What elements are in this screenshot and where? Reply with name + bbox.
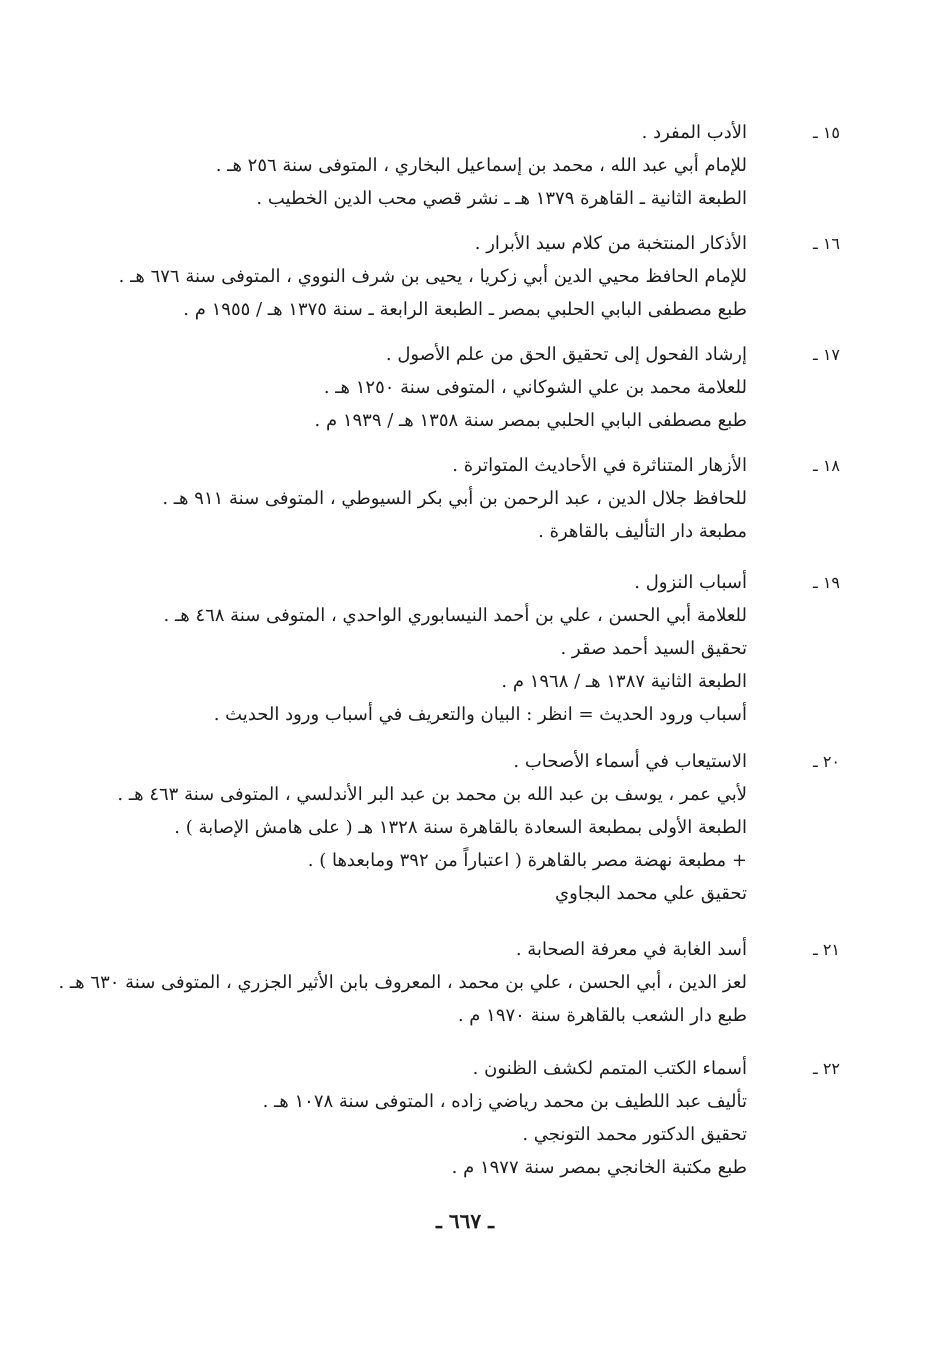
entry-title: الأذكار المنتخبة من كلام سيد الأبرار . bbox=[474, 233, 747, 254]
entry-edition-alt: + مطبعة نهضة مصر بالقاهرة ( اعتباراً من ٣٩٢ ومابعدها ) . bbox=[307, 850, 747, 871]
entry-cross-reference: أسباب ورود الحديث = انظر : البيان والتعريف في أسباب ورود الحديث . bbox=[213, 704, 747, 725]
entry-edition: الطبعة الثانية ١٣٨٧ هـ / ١٩٦٨ م . bbox=[501, 671, 747, 692]
entry-number: ١٥ ـ bbox=[813, 123, 840, 142]
entry-title: إرشاد الفحول إلى تحقيق الحق من علم الأصول . bbox=[385, 344, 747, 365]
entry-title: الاستيعاب في أسماء الأصحاب . bbox=[513, 751, 747, 772]
entry-author: للإمام أبي عبد الله ، محمد بن إسماعيل البخاري ، المتوفى سنة ٢٥٦ هـ . bbox=[215, 155, 747, 176]
entry-title: أسباب النزول . bbox=[634, 572, 747, 593]
entry-edition: مطبعة دار التأليف بالقاهرة . bbox=[538, 521, 747, 542]
page-number: ـ ٦٦٧ ـ bbox=[436, 1209, 494, 1233]
entry-author: للإمام الحافظ محيي الدين أبي زكريا ، يحيى بن شرف النووي ، المتوفى سنة ٦٧٦ هـ . bbox=[118, 266, 747, 287]
entry-author: للحافظ جلال الدين ، عبد الرحمن بن أبي بكر السيوطي ، المتوفى سنة ٩١١ هـ . bbox=[162, 488, 747, 509]
entry-number: ٢٠ ـ bbox=[813, 752, 840, 771]
entry-author: للعلامة محمد بن علي الشوكاني ، المتوفى سنة ١٢٥٠ هـ . bbox=[323, 377, 747, 398]
entry-editor: تحقيق الدكتور محمد التونجي . bbox=[522, 1124, 747, 1145]
entry-number: ٢٢ ـ bbox=[813, 1059, 840, 1078]
entry-edition: طبع دار الشعب بالقاهرة سنة ١٩٧٠ م . bbox=[457, 1005, 747, 1026]
entry-number: ١٩ ـ bbox=[813, 573, 840, 592]
entry-author: لأبي عمر ، يوسف بن عبد الله بن محمد بن عبد البر الأندلسي ، المتوفى سنة ٤٦٣ هـ . bbox=[117, 784, 747, 805]
entry-title: الأدب المفرد . bbox=[641, 122, 747, 143]
entry-number: ١٧ ـ bbox=[813, 345, 840, 364]
entry-title: الأزهار المتناثرة في الأحاديث المتواترة . bbox=[452, 455, 747, 476]
entry-title: أسماء الكتب المتمم لكشف الظنون . bbox=[472, 1058, 747, 1079]
entry-edition: الطبعة الأولى بمطبعة السعادة بالقاهرة سنة ١٣٢٨ هـ ( على هامش الإصابة ) . bbox=[174, 817, 747, 838]
entry-edition: طبع مصطفى البابي الحلبي بمصر سنة ١٣٥٨ هـ / ١٩٣٩ م . bbox=[314, 410, 747, 431]
entry-edition: طبع مكتبة الخانجي بمصر سنة ١٩٧٧ م . bbox=[451, 1157, 747, 1178]
entry-edition: الطبعة الثانية ـ القاهرة ١٣٧٩ هـ ـ نشر قصي محب الدين الخطيب . bbox=[256, 188, 747, 209]
entry-number: ٢١ ـ bbox=[813, 940, 840, 959]
entry-editor: تحقيق علي محمد البجاوي bbox=[555, 883, 747, 904]
entry-editor: تحقيق السيد أحمد صقر . bbox=[560, 638, 747, 659]
entry-title: أسد الغابة في معرفة الصحابة . bbox=[515, 939, 747, 960]
entry-number: ١٦ ـ bbox=[813, 234, 840, 253]
entry-edition: طبع مصطفى البابي الحلبي بمصر ـ الطبعة الرابعة ـ سنة ١٣٧٥ هـ / ١٩٥٥ م . bbox=[183, 299, 747, 320]
entry-author: للعلامة أبي الحسن ، علي بن أحمد النيسابوري الواحدي ، المتوفى سنة ٤٦٨ هـ . bbox=[163, 605, 747, 626]
entry-author: تأليف عبد اللطيف بن محمد رياضي زاده ، المتوفى سنة ١٠٧٨ هـ . bbox=[262, 1091, 747, 1112]
entry-author: لعز الدين ، أبي الحسن ، علي بن محمد ، المعروف بابن الأثير الجزري ، المتوفى سنة ٦٣٠ هـ . bbox=[58, 972, 747, 993]
entry-number: ١٨ ـ bbox=[813, 456, 840, 475]
